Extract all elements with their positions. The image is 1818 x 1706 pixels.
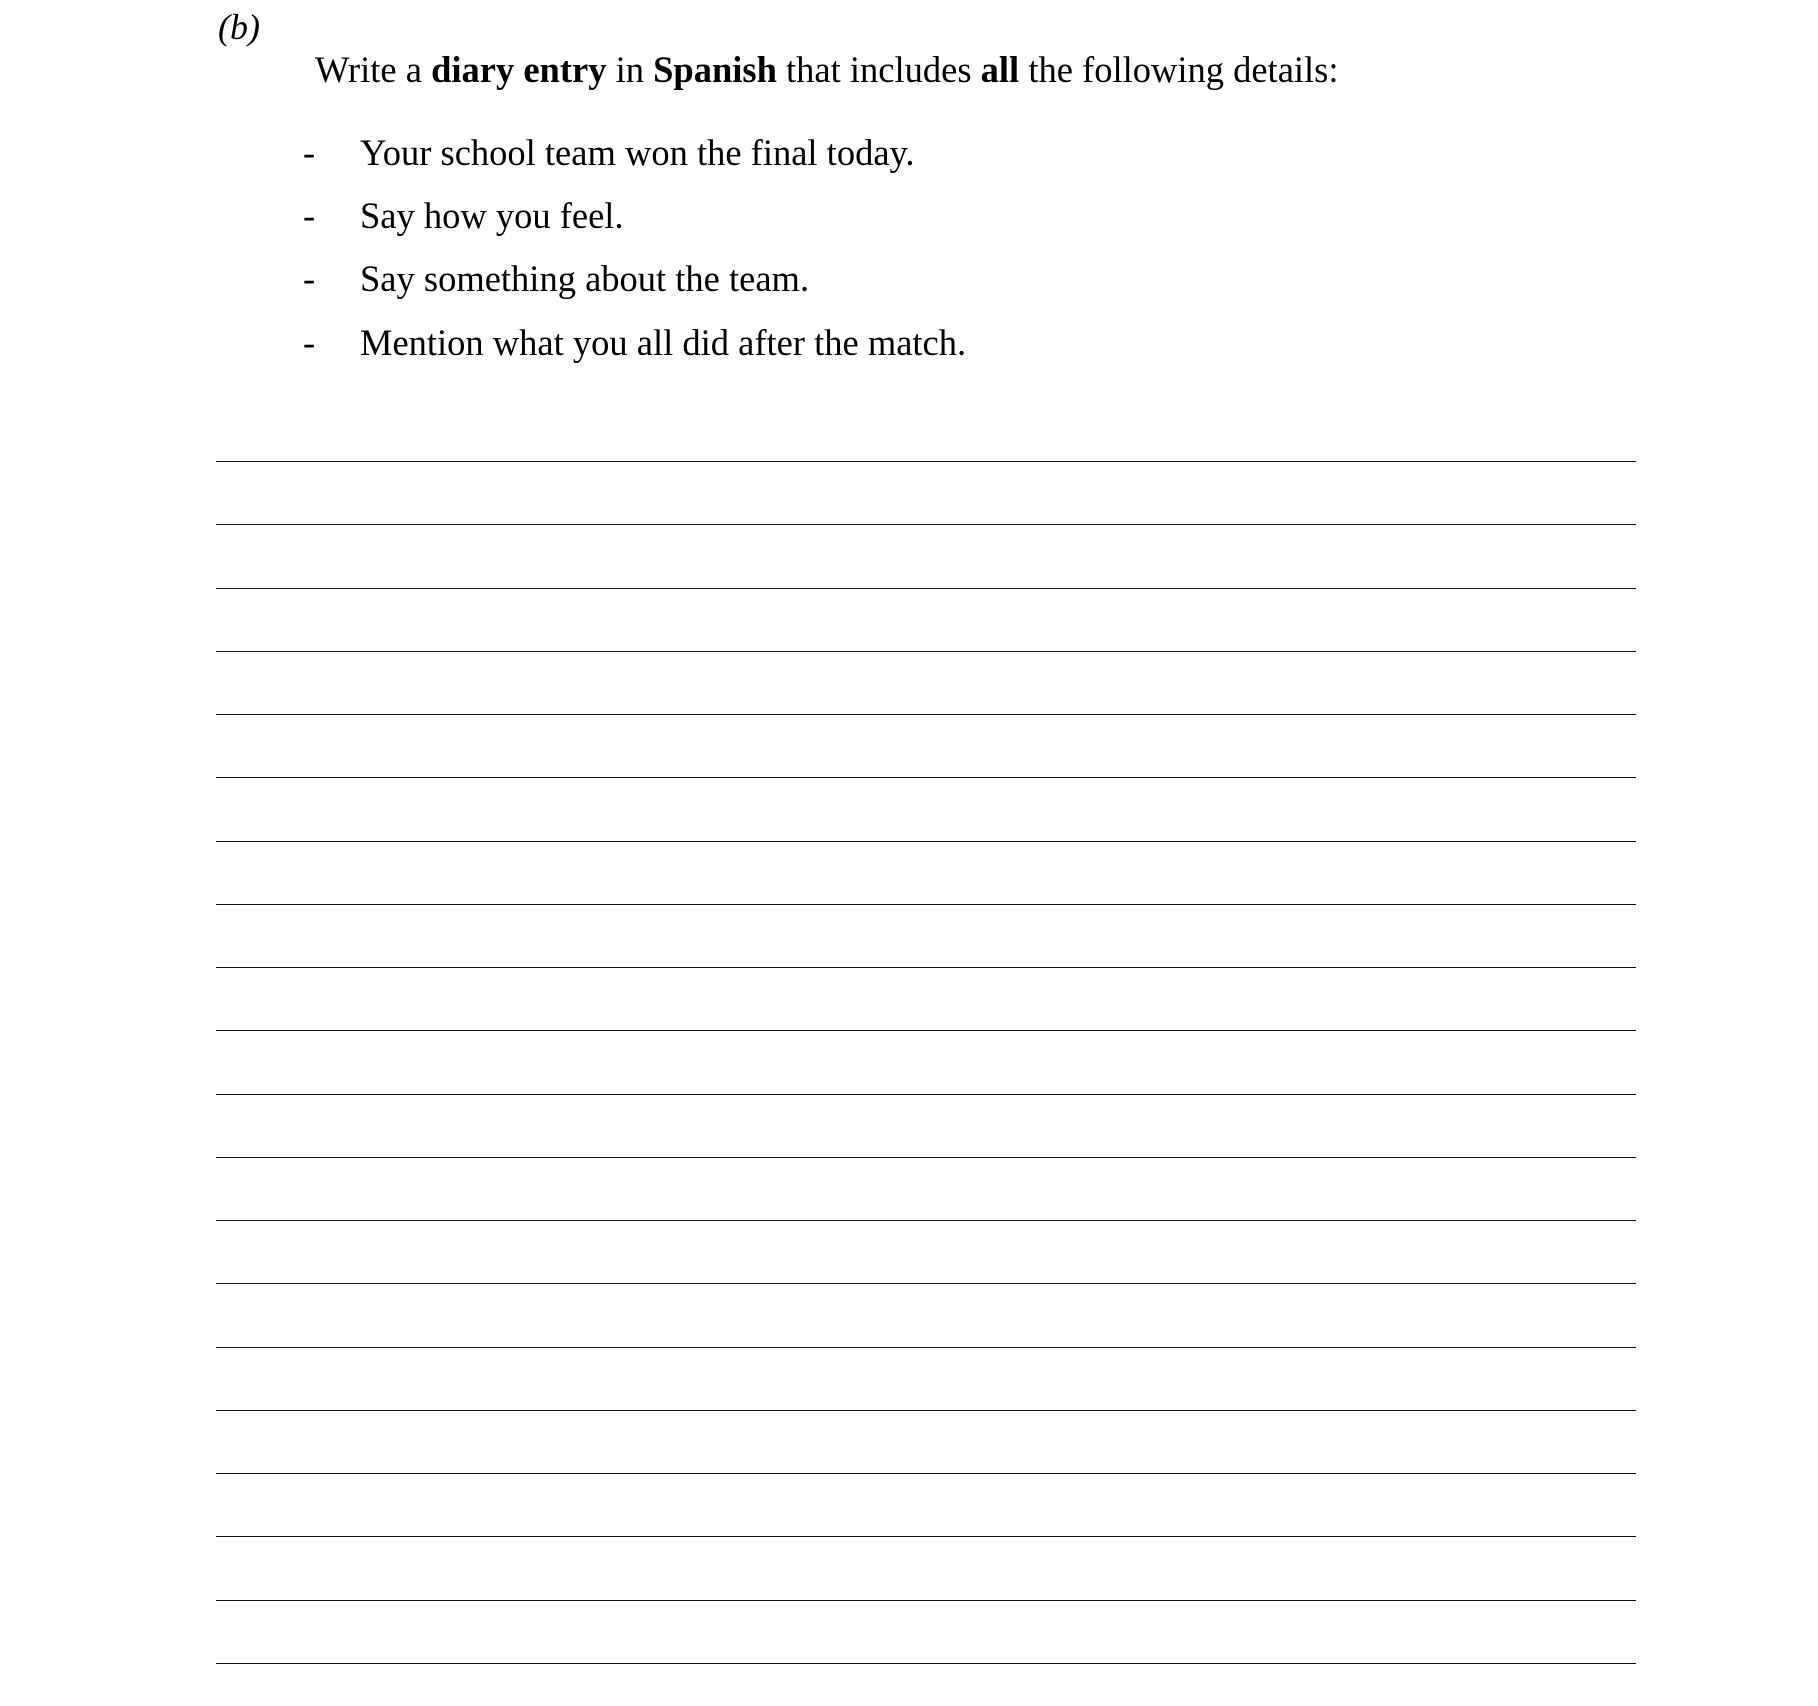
details-list-item xyxy=(0,256,1200,302)
answer-line[interactable] xyxy=(216,1347,1636,1348)
answer-line[interactable] xyxy=(216,904,1636,905)
details-list-item-text: Your school team won the final today. xyxy=(360,132,915,173)
answer-line[interactable] xyxy=(216,1283,1636,1284)
answer-line[interactable] xyxy=(216,651,1636,652)
details-list-item-text: Say how you feel. xyxy=(360,195,624,236)
answer-line[interactable] xyxy=(216,1473,1636,1474)
bullet-dash-icon: - xyxy=(303,195,316,236)
instruction-segment: that includes xyxy=(776,49,981,90)
answer-line[interactable] xyxy=(216,588,1636,589)
instruction-emphasis-spanish: Spanish xyxy=(653,49,777,90)
details-list-item-text: Mention what you all did after the match. xyxy=(360,322,967,363)
answer-line[interactable] xyxy=(216,1030,1636,1031)
answer-line[interactable] xyxy=(216,461,1636,462)
instruction-segment: in xyxy=(606,49,654,90)
answer-line[interactable] xyxy=(216,1157,1636,1158)
instruction-segment: Write a xyxy=(315,49,432,90)
details-list-item xyxy=(0,193,1200,239)
answer-line[interactable] xyxy=(216,777,1636,778)
answer-line[interactable] xyxy=(216,1600,1636,1601)
question-instruction xyxy=(315,47,1339,93)
answer-line[interactable] xyxy=(216,1536,1636,1537)
answer-line[interactable] xyxy=(216,1094,1636,1095)
answer-line[interactable] xyxy=(216,967,1636,968)
answer-line[interactable] xyxy=(216,1410,1636,1411)
details-list-item xyxy=(0,130,1200,176)
answer-line[interactable] xyxy=(216,841,1636,842)
answer-line[interactable] xyxy=(216,524,1636,525)
answer-line[interactable] xyxy=(216,1220,1636,1221)
instruction-emphasis-diary-entry: diary entry xyxy=(431,49,607,90)
instruction-segment: the following details: xyxy=(1019,49,1339,90)
question-part-label: (b) xyxy=(218,7,260,47)
bullet-dash-icon: - xyxy=(303,258,316,299)
instruction-emphasis-all: all xyxy=(980,49,1020,90)
bullet-dash-icon: - xyxy=(303,322,316,363)
details-list-item xyxy=(0,320,1200,366)
bullet-dash-icon: - xyxy=(303,132,316,173)
details-list-item-text: Say something about the team. xyxy=(360,258,810,299)
answer-line[interactable] xyxy=(216,1663,1636,1664)
answer-line[interactable] xyxy=(216,714,1636,715)
